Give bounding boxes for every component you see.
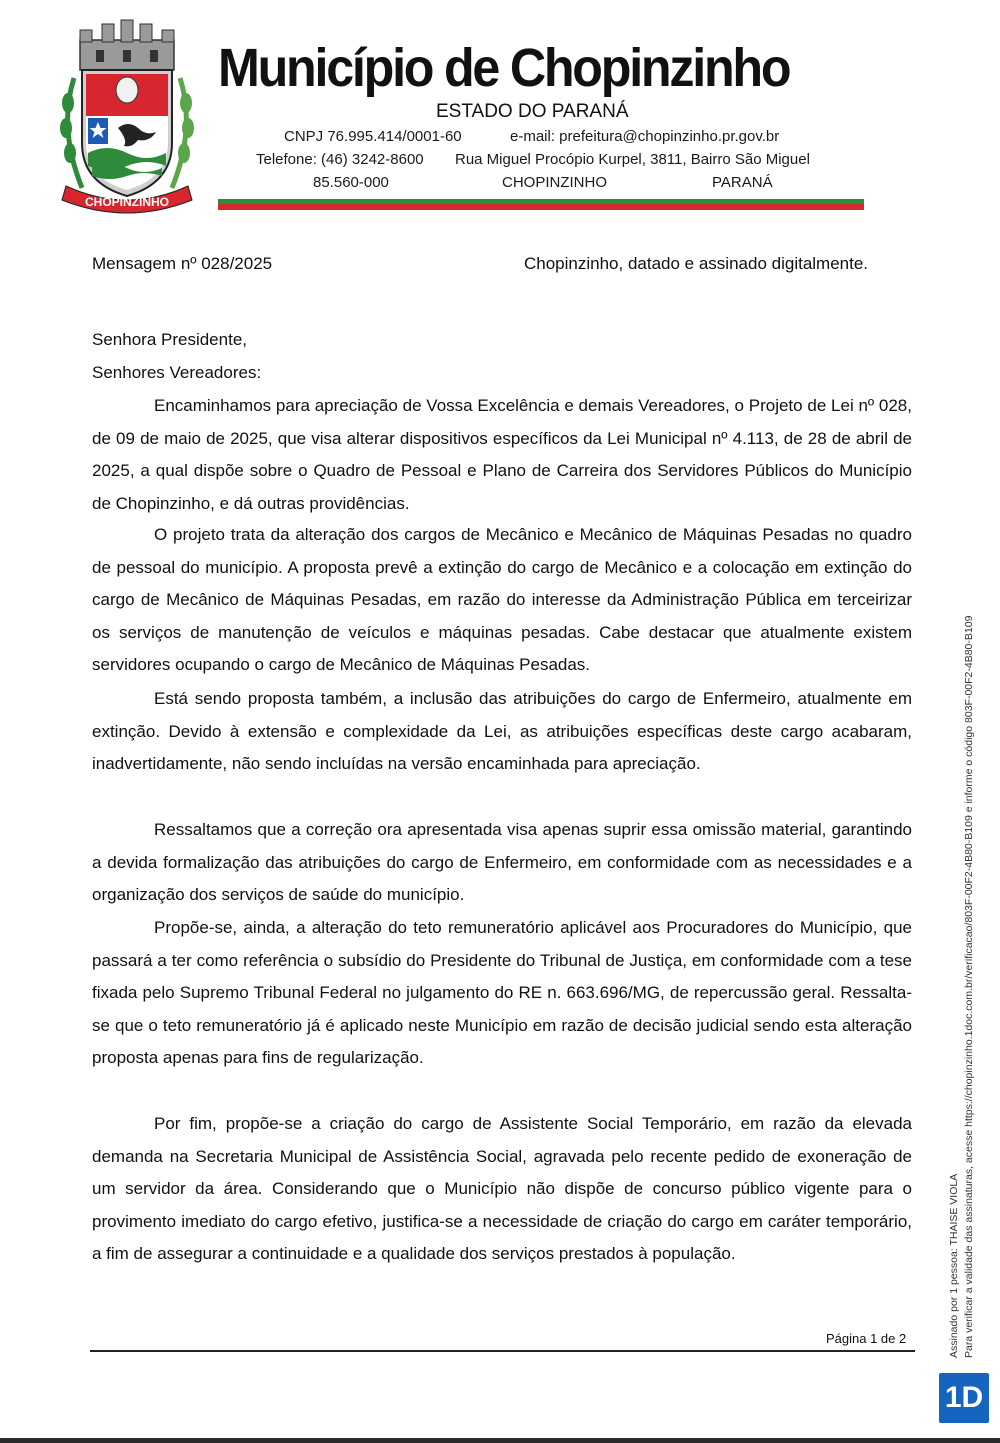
salutation-president: Senhora Presidente, <box>92 330 247 349</box>
phone: Telefone: (46) 3242-8600 <box>256 151 424 168</box>
header-stripe-red <box>218 204 864 210</box>
municipality-title: Município de Chopinzinho <box>218 38 790 98</box>
coat-ribbon-text: CHOPINZINHO <box>85 195 169 209</box>
page-number: Página 1 de 2 <box>826 1331 907 1346</box>
body-paragraph-6: Por fim, propõe-se a criação do cargo de Assistente Social Temporário, em razão da elevada demanda na Secretaria Municipal de Assistência Social, agravada pelo recente pedido de exoneração de um servidor da área. Considerando que o Município não dispõe de concurso público vigente para o provimento imediato do cargo efetivo, justifica-se a necessidade de criação do cargo em caráter temporário, a fim de assegurar a continuidade e a qualidade dos serviços prestados à população. <box>92 1114 912 1264</box>
body-paragraph-3: Está sendo proposta também, a inclusão das atribuições do cargo de Enfermeiro, atualmente em extinção. Devido à extensão e complexidade da Lei, as atribuições específicas deste cargo acabaram, inadvertidamente, não sendo incluídas na versão encaminhada para apreciação. <box>92 689 912 774</box>
body-paragraph-5: Propõe-se, ainda, a alteração do teto remuneratório aplicável aos Procuradores do Município, que passará a ter como referência o subsídio do Presidente do Tribunal de Justiça, em conformidade com a tese fixada pelo Supremo Tribunal Federal no julgamento do RE n. 663.696/MG, de repercussão geral. Ressalta-se que o teto remuneratório já é aplicado neste Município em razão de decisão judicial sendo esta alteração proposta apenas para fins de regularização. <box>92 918 912 1068</box>
page-bottom-edge <box>0 1438 1000 1443</box>
salutation-councilors: Senhores Vereadores: <box>92 363 262 382</box>
state-abbrev: PARANÁ <box>712 174 773 191</box>
state-name: ESTADO DO PARANÁ <box>436 101 629 122</box>
postal-code: 85.560-000 <box>313 174 389 191</box>
body-paragraph-2: O projeto trata da alteração dos cargos de Mecânico e Mecânico de Máquinas Pesadas no quadro de pessoal do município. A proposta prevê a extinção do cargo de Mecânico e a colocação em extinção do cargo de Mecânico de Máquinas Pesadas, em razão do interesse da Administração Pública em terceirizar os serviços de manutenção de veículos e máquinas pesadas. Cabe destacar que atualmente existem servidores ocupando o cargo de Mecânico de Máquinas Pesadas. <box>92 525 912 675</box>
message-number: Mensagem nº 028/2025 <box>92 254 273 273</box>
email: e-mail: prefeitura@chopinzinho.pr.gov.br <box>510 128 780 145</box>
verification-link[interactable]: Para verificar a validade das assinaturas, acesse https://chopinzinho.1doc.com.br/verificacao/803F-00F2-4B80-B109 e informe o código 803F-00F2-4B80-B109 <box>963 615 975 1358</box>
place-date: Chopinzinho, datado e assinado digitalmente. <box>524 254 869 273</box>
body-paragraph-1: Encaminhamos para apreciação de Vossa Excelência e demais Vereadores, o Projeto de Lei nº 028, de 09 de maio de 2025, que visa alterar dispositivos específicos da Lei Municipal nº 4.113, de 28 de abril de 2025, a qual dispõe sobre o Quadro de Pessoal e Plano de Carreira dos Servidores Públicos do Município de Chopinzinho, e dá outras providências. <box>92 396 912 513</box>
1doc-logo[interactable]: 1D <box>939 1373 989 1423</box>
cnpj: CNPJ 76.995.414/0001-60 <box>284 128 462 145</box>
footer-divider <box>90 1350 915 1352</box>
body-paragraph-4: Ressaltamos que a correção ora apresentada visa apenas suprir essa omissão material, garantindo a devida formalização das atribuições do cargo de Enfermeiro, em conformidade com as necessidades e a organização dos serviços de saúde do município. <box>92 820 912 905</box>
city: CHOPINZINHO <box>502 174 607 191</box>
address: Rua Miguel Procópio Kurpel, 3811, Bairro São Miguel <box>455 151 810 168</box>
coat-of-arms-logo <box>52 18 202 218</box>
signature-verification-text <box>947 616 977 1358</box>
signature-line: Assinado por 1 pessoa: THAISE VIOLA <box>948 1173 960 1358</box>
